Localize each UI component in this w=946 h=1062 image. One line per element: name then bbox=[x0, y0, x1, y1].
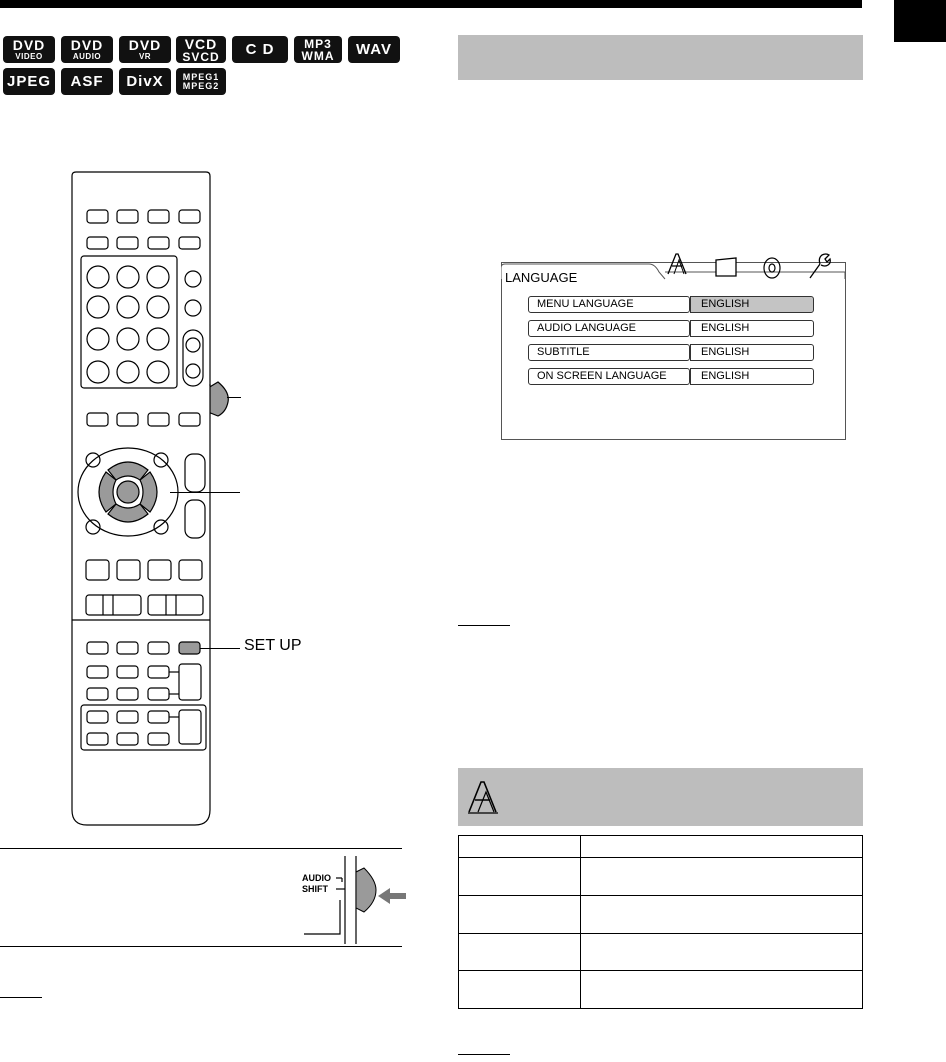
table-row bbox=[459, 896, 863, 934]
menu-row-on-screen-language[interactable] bbox=[528, 368, 814, 385]
badge-dvd-video bbox=[3, 36, 55, 63]
note-rule-left bbox=[0, 997, 42, 998]
badge-cd bbox=[232, 36, 288, 63]
audio-shift-line1: AUDIO bbox=[302, 873, 331, 883]
table-cell bbox=[581, 896, 863, 934]
menu-row-value[interactable]: ENGLISH bbox=[690, 296, 814, 313]
badge-big: VCD bbox=[184, 35, 218, 52]
menu-row-label: ON SCREEN LANGUAGE bbox=[528, 368, 690, 385]
badge-big: DVD bbox=[128, 37, 162, 53]
top-rule bbox=[0, 0, 862, 8]
badge-small: VIDEO bbox=[15, 52, 43, 61]
section-tab bbox=[894, 0, 946, 42]
language-icon bbox=[666, 252, 688, 276]
language-section-icon bbox=[466, 778, 502, 816]
badge-small: WMA bbox=[301, 48, 335, 63]
panel-top-rule bbox=[0, 848, 402, 849]
badge-mp3-wma bbox=[294, 36, 342, 63]
badge-small: MPEG2 bbox=[182, 80, 220, 91]
badge-big: JPEG bbox=[6, 73, 52, 90]
badge-big: C D bbox=[245, 41, 275, 58]
badge-small: AUDIO bbox=[72, 52, 102, 61]
badge-big: WAV bbox=[355, 41, 393, 58]
language-options-table bbox=[458, 835, 863, 1009]
badge-asf bbox=[61, 68, 113, 95]
table-cell bbox=[459, 858, 581, 896]
badge-dvd-audio bbox=[61, 36, 113, 63]
table-cell bbox=[459, 836, 581, 858]
badge-wav bbox=[348, 36, 400, 63]
setup-label: SET UP bbox=[244, 637, 302, 654]
table-cell bbox=[459, 896, 581, 934]
badge-vcd-svcd bbox=[176, 36, 226, 63]
menu-row-subtitle[interactable] bbox=[528, 344, 814, 361]
table-row bbox=[459, 971, 863, 1009]
menu-row-value[interactable]: ENGLISH bbox=[690, 368, 814, 385]
badge-divx bbox=[119, 68, 171, 95]
note-rule-right bbox=[458, 625, 510, 626]
note-rule-bottom bbox=[458, 1054, 510, 1055]
callout-setup bbox=[200, 648, 240, 649]
menu-row-menu-language[interactable] bbox=[528, 296, 814, 313]
callout-audio-shift bbox=[227, 397, 241, 398]
badge-big: MPEG1 bbox=[182, 71, 220, 82]
table-cell bbox=[581, 934, 863, 971]
table-cell bbox=[581, 836, 863, 858]
table-cell bbox=[581, 858, 863, 896]
badge-big: DivX bbox=[126, 73, 164, 90]
menu-row-value[interactable]: ENGLISH bbox=[690, 320, 814, 337]
table-row bbox=[459, 934, 863, 971]
screen-title: LANGUAGE bbox=[505, 270, 578, 285]
menu-row-label: MENU LANGUAGE bbox=[528, 296, 690, 313]
badge-big: DVD bbox=[12, 37, 46, 53]
audio-icon bbox=[760, 256, 784, 280]
table-header-row bbox=[459, 836, 863, 858]
panel-bottom-rule bbox=[0, 946, 402, 947]
audio-shift-illustration bbox=[300, 852, 412, 944]
menu-row-label: SUBTITLE bbox=[528, 344, 690, 361]
badge-small: SVCD bbox=[182, 49, 220, 64]
language-section-bar bbox=[458, 768, 863, 826]
badge-mpeg bbox=[176, 68, 226, 95]
badge-jpeg bbox=[3, 68, 55, 95]
table-cell bbox=[581, 971, 863, 1009]
other-icon bbox=[806, 252, 832, 280]
callout-dpad bbox=[170, 492, 240, 493]
remote-control-illustration bbox=[60, 170, 230, 830]
table-row bbox=[459, 858, 863, 896]
badge-small: VR bbox=[138, 52, 152, 61]
picture-icon bbox=[714, 256, 740, 278]
table-cell bbox=[459, 971, 581, 1009]
audio-shift-line2: SHIFT bbox=[302, 884, 328, 894]
table-cell bbox=[459, 934, 581, 971]
badge-big: MP3 bbox=[304, 36, 332, 51]
menu-row-label: AUDIO LANGUAGE bbox=[528, 320, 690, 337]
section-header-bar bbox=[458, 35, 863, 80]
badge-dvd-vr bbox=[119, 36, 171, 63]
badge-big: ASF bbox=[70, 73, 104, 90]
badge-big: DVD bbox=[70, 37, 104, 53]
menu-row-value[interactable]: ENGLISH bbox=[690, 344, 814, 361]
menu-row-audio-language[interactable] bbox=[528, 320, 814, 337]
